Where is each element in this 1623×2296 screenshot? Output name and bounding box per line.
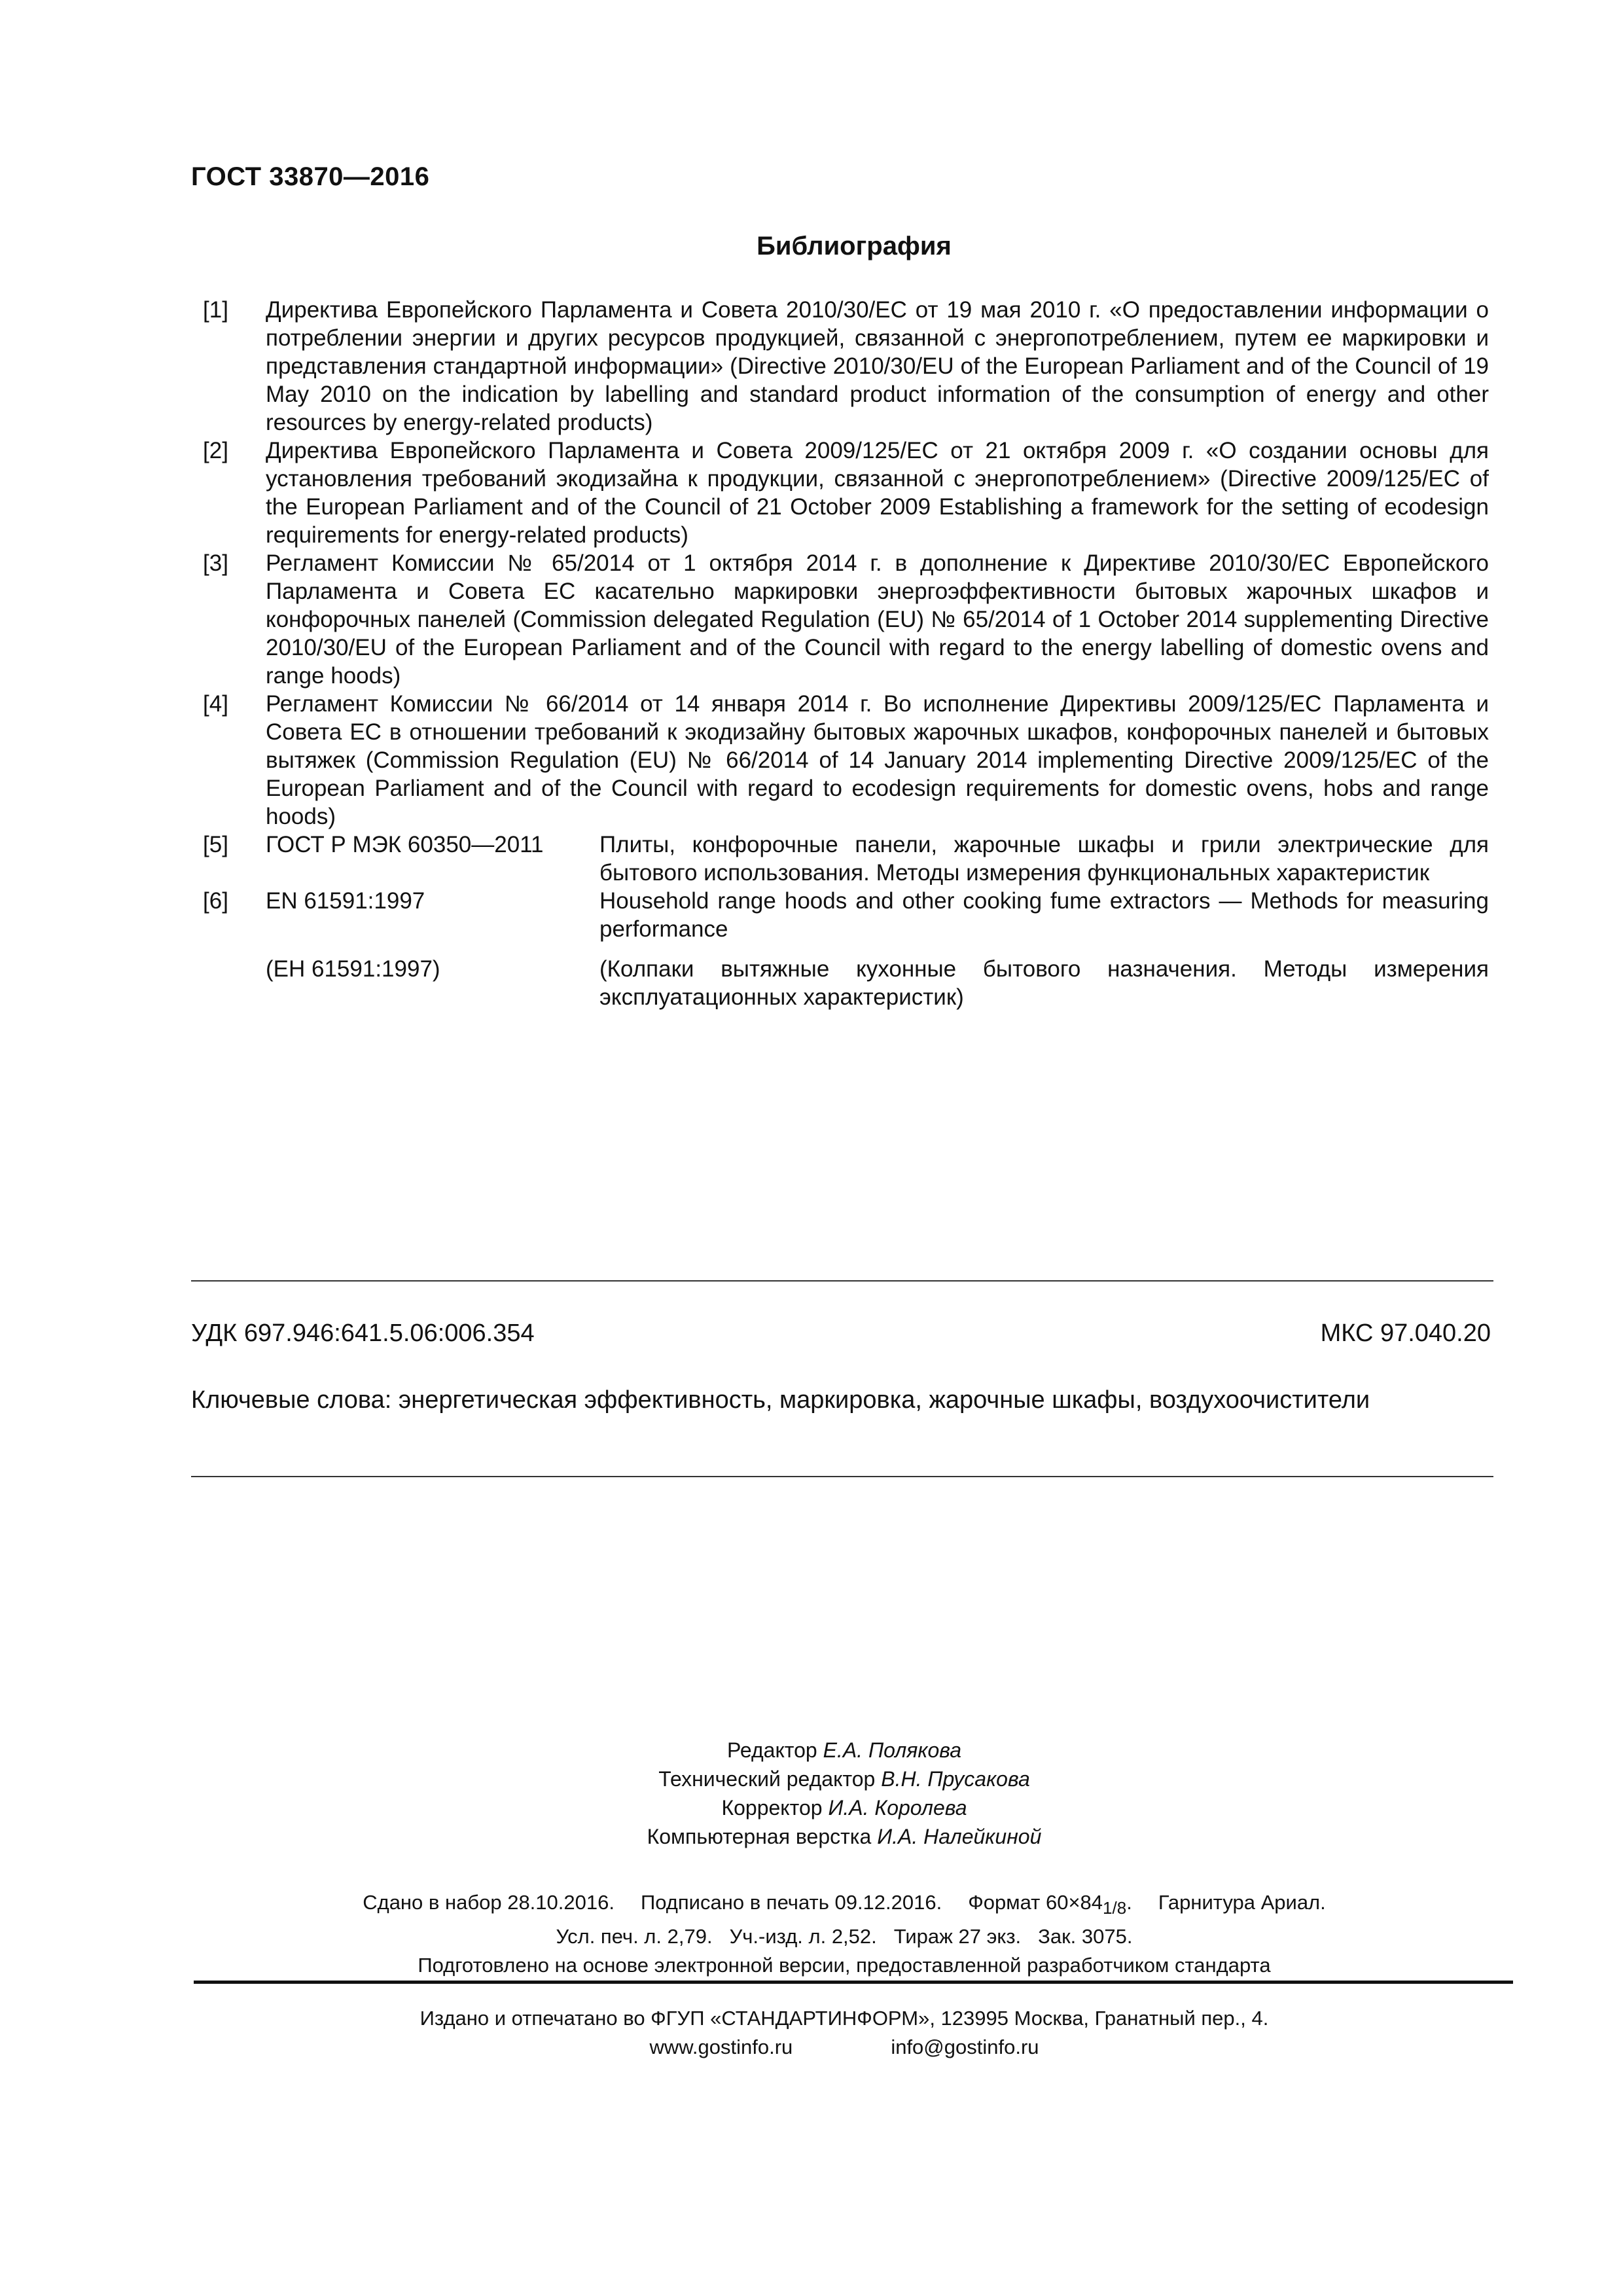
standard-item — [203, 831, 1489, 887]
item-text: Директива Европейского Парламента и Совета 2009/125/ЕС от 21 октября 2009 г. «О создании основы для установления требований экодизайна к продукции, связанной с энергопотреблением» (Directive 2009/125/EC of the European Parliament and of the Council of 21 October 2009 Establishing a framework for the setting of ecodesign requirements for energy-related products) — [266, 438, 1489, 548]
item-number: [6] — [203, 888, 228, 914]
bibliography-list — [203, 296, 1489, 1011]
editorial-credits — [0, 1736, 1623, 1851]
divider-heavy — [194, 1981, 1513, 1984]
bibliography-item — [203, 437, 1489, 549]
keywords: Ключевые слова: энергетическая эффективность, маркировка, жарочные шкафы, воздухоочистители — [191, 1386, 1370, 1414]
document-code: ГОСТ 33870—2016 — [191, 162, 430, 191]
item-number: [3] — [203, 550, 228, 576]
item-text: Регламент Комиссии № 66/2014 от 14 января 2014 г. Во исполнение Директивы 2009/125/ЕС Парламента и Совета ЕС в отношении требований к экодизайну бытовых жарочных шкафов, конфорочных панелей и бытовых вытяжек (Commission Regulation (EU) № 66/2014 of 14 January 2014 implementing Directive 2009/125/EC of the European Parliament and of the Council with regard to ecodesign requirements for domestic ovens, hobs and range hoods) — [266, 691, 1489, 829]
credit-name: В.Н. Прусакова — [881, 1767, 1030, 1791]
standard-item — [203, 887, 1489, 943]
item-number: [4] — [203, 691, 228, 717]
mks-code: МКС 97.040.20 — [1320, 1319, 1491, 1347]
credit-line — [0, 1822, 1623, 1851]
standard-code: (ЕН 61591:1997) — [266, 956, 440, 982]
print-line-2 — [0, 1922, 1623, 1951]
print-info — [0, 1888, 1623, 1980]
publisher-contacts — [0, 2033, 1623, 2062]
print-line-1: Сдано в набор 28.10.2016. Подписано в печать 09.12.2016. Формат $60\times 84_{1/8}$. Гарнитура Ариал. — [363, 1891, 1326, 1918]
publisher-address: Издано и отпечатано во ФГУП «СТАНДАРТИНФОРМ», 123995 Москва, Гранатный пер., 4. — [419, 2007, 1269, 2030]
typeset-date: Сдано в набор 28.10.2016. — [363, 1891, 615, 1914]
credit-role: Компьютерная верстка — [647, 1825, 872, 1848]
circulation: Тираж 27 экз. — [893, 1925, 1022, 1948]
standard-description: Household range hoods and other cooking fume extractors — Methods for measuring performance — [599, 888, 1489, 942]
standard-item — [203, 955, 1489, 1011]
credit-role: Редактор — [726, 1738, 817, 1762]
publisher-info — [0, 2004, 1623, 2062]
credit-line — [0, 1793, 1623, 1822]
bibliography-title: Библиография — [757, 232, 952, 260]
standard-description: (Колпаки вытяжные кухонные бытового назначения. Методы измерения эксплуатационных характеристик) — [599, 956, 1489, 1010]
divider-top — [191, 1280, 1493, 1282]
item-text: Директива Европейского Парламента и Совета 2010/30/ЕС от 19 мая 2010 г. «О предоставлении информации о потреблении энергии и других ресурсов продукцией, связанной с энергопотреблением, путем ее маркировки и представления стандартной информации» (Directive 2010/30/EU of the European Parliament and of the Council of 19 May 2010 on the indication by labelling and standard product information of the consumption of energy and other resources by energy-related products) — [266, 297, 1489, 435]
item-text: Регламент Комиссии № 65/2014 от 1 октября 2014 г. в дополнение к Директиве 2010/30/ЕС Европейского Парламента и Совета ЕС касательно маркировки энергоэффективности бытовых жарочных шкафов и конфорочных панелей (Commission delegated Regulation (EU) № 65/2014 of 1 October 2014 supplementing Directive 2010/30/EU of the European Parliament and of the Council with regard to the energy labelling of domestic ovens and range hoods) — [266, 550, 1489, 689]
signed-date: Подписано в печать 09.12.2016. — [640, 1891, 942, 1914]
udk-code: УДК 697.946:641.5.06:006.354 — [191, 1319, 535, 1347]
format-fraction: 1/8 — [1103, 1898, 1127, 1918]
standard-code: ГОСТ Р МЭК 60350—2011 — [266, 832, 544, 857]
divider-bottom — [191, 1476, 1493, 1477]
credit-line — [0, 1765, 1623, 1793]
bibliography-item — [203, 549, 1489, 690]
item-number: [2] — [203, 438, 228, 463]
item-number: [5] — [203, 832, 228, 857]
print-line-3: Подготовлено на основе электронной версии, предоставленной разработчиком стандарта — [418, 1954, 1271, 1977]
website-link[interactable]: www.gostinfo.ru — [649, 2036, 793, 2058]
credit-line — [0, 1736, 1623, 1765]
print-sheets: Усл. печ. л. 2,79. — [556, 1925, 713, 1948]
credit-role: Технический редактор — [658, 1767, 876, 1791]
credit-role: Корректор — [721, 1796, 823, 1820]
bibliography-item — [203, 296, 1489, 437]
order-number: Зак. 3075. — [1038, 1925, 1133, 1948]
email-link[interactable]: info@gostinfo.ru — [891, 2036, 1039, 2058]
item-number: [1] — [203, 297, 228, 323]
credit-name: Е.А. Полякова — [823, 1738, 962, 1762]
publisher-sheets: Уч.-изд. л. 2,52. — [729, 1925, 877, 1948]
credit-name: И.А. Налейкиной — [877, 1825, 1042, 1848]
credit-name: И.А. Королева — [828, 1796, 967, 1820]
item-number — [203, 955, 266, 1011]
format: Формат 60×84 — [968, 1891, 1103, 1914]
standard-code: EN 61591:1997 — [266, 888, 425, 914]
bibliography-item — [203, 690, 1489, 831]
typeface: Гарнитура Ариал. — [1158, 1891, 1326, 1914]
standard-description: Плиты, конфорочные панели, жарочные шкафы и грили электрические для бытового использования. Методы измерения функциональных характеристик — [599, 832, 1489, 886]
